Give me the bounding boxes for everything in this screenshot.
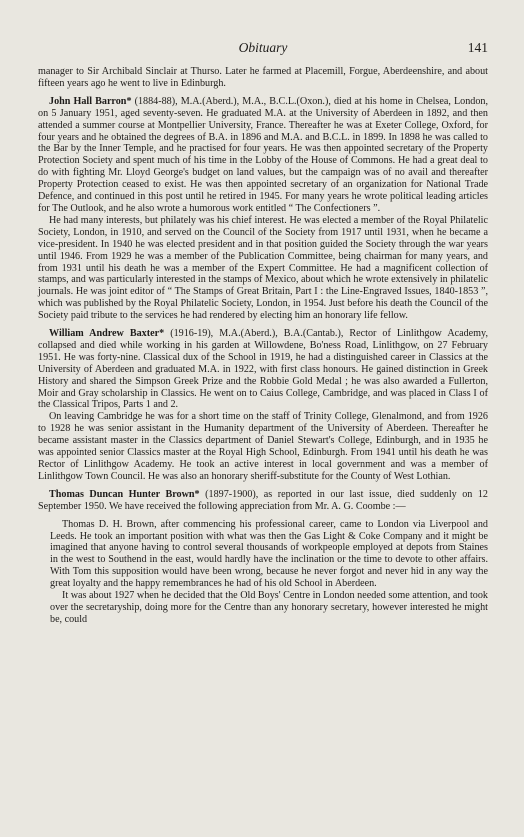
barron-text: (1884-88), M.A.(Aberd.), M.A., B.C.L.(Oxon.), died at his home in Chelsea, London, on 5 January 1951, aged seventy-seven. He graduated M.A. at the University of Aberdeen in 1892, and then attended a summer course at Montpellier University, France. Thereafter he was at Exeter College, Oxford, for four years and he obtained the degrees of B.A. in 1896 and M.A. and B.C.L. in 1899. In 1898 he was called to the Bar by the Inner Temple, and he practised for four years. He was then appointed secretary of the Property Protection Society and spent much of his time in the Lobby of the House of Commons. He had a great deal to do with fighting Mr. Lloyd George's budget on land values, but the campaign was of no avail and thereafter Property Protection ceased to exist. He was then appointed secretary of an organization for National Trade Defence, and continued in this post until he retired in 1945. For many years he wrote political leading articles for The Outlook, and he also wrote a humorous work entitled “ The Confectioners ”. — [38, 95, 489, 214]
barron-paragraph-2: He had many interests, but philately was his chief interest. He was elected a member of the Royal Philatelic Society, London, in 1910, and served on the Council of the Society from 1917 until 1931, when he became a vice-president. In 1940 he was elected president and in that position guided the Society through the war years until 1946. From 1929 he was a member of the Publication Committee, being chairman for many years, and from 1931 until his death he was a member of the Expert Committee. He had a magnificent collection of stamps, and was particularly interested in the stamps of Mexico, about which he wrote extensively in philatelic journals. He was joint editor of “ The Stamps of Great Britain, Part I : the Line-Engraved Issues, 1840-1853 ”, which was published by the Royal Philatelic Society, London, in 1954. Just before his death the Council of the Society paid tribute to the services he had rendered by electing him an honorary life fellow. — [38, 214, 488, 322]
baxter-name: William Andrew Baxter* — [49, 328, 165, 340]
page-title: Obituary — [238, 40, 288, 55]
barron-name: John Hall Barron* — [49, 95, 132, 107]
page-number: 141 — [467, 40, 488, 55]
brown-name: Thomas Duncan Hunter Brown* — [49, 488, 200, 500]
baxter-text: (1916-19), M.A.(Aberd.), B.A.(Cantab.), Rector of Linlithgow Academy, collapsed and died while working in his garden at Willowdene, Bo'ness Road, Linlithgow, on 27 February 1951. He was forty-nine. Classical dux of the School in 1919, he had a distinguished career in Classics at the University of Aberdeen and graduated M.A. in 1922, with first class honours. He gained distinction in Greek History and shared the Simpson Greek Prize and the Robbie Gold Medal ; he was also awarded a Fullerton, Moir and Gray scholarship in Classics. He went on to Caius College, Cambridge, and was placed in Class I of the Classical Tripos, Parts 1 and 2. — [38, 328, 488, 411]
brown-text: (1897-1900), as reported in our last issue, died suddenly on 12 September 1950. We have received the following appreciation from Mr. A. G. Coombe :— — [38, 488, 488, 512]
baxter-paragraph-2: On leaving Cambridge he was for a short time on the staff of Trinity College, Glenalmond, and from 1926 to 1928 he was senior assistant in the Humanity department of the University of Aberdeen. Thereafter he became assistant master in the Classics department of Daniel Stewart's College, Edinburgh, and in 1935 he was appointed senior Classics master at the Royal High School, Edinburgh. From 1941 until his death he was Rector of Linlithgow Academy. He took an active interest in local government and was a member of Linlithgow Town Council. He was also an honorary sheriff-substitute for the County of West Lothian. — [38, 411, 488, 482]
brown-entry-paragraph — [38, 489, 488, 513]
brown-quote-paragraph-1: Thomas D. H. Brown, after commencing his professional career, came to London via Liverpool and Leeds. He took an important position with what was then the Gas Light & Coke Company and it might be imagined that anyone having to control several thousands of workpeople employed at depots from Staines in the west to Southend in the east, would hardly have the inclination or the time to devote to other affairs. With Tom this supposition would have been wrong, because he never forgot and never hid in any way the great loyalty and the happy remembrances he had of his old School in Aberdeen. — [50, 518, 488, 590]
running-head — [38, 40, 488, 60]
intro-paragraph: manager to Sir Archibald Sinclair at Thurso. Later he farmed at Placemill, Forgue, Aberdeenshire, and about fifteen years ago he went to live in Edinburgh. — [38, 66, 488, 89]
obituary-body — [38, 66, 488, 626]
brown-quote-paragraph-2: It was about 1927 when he decided that the Old Boys' Centre in London needed some attention, and took over the secretaryship, doing more for the Centre than any honorary secretary, however interested he might be, could — [50, 590, 488, 625]
barron-entry-paragraph — [38, 96, 488, 215]
baxter-entry-paragraph — [38, 328, 488, 411]
